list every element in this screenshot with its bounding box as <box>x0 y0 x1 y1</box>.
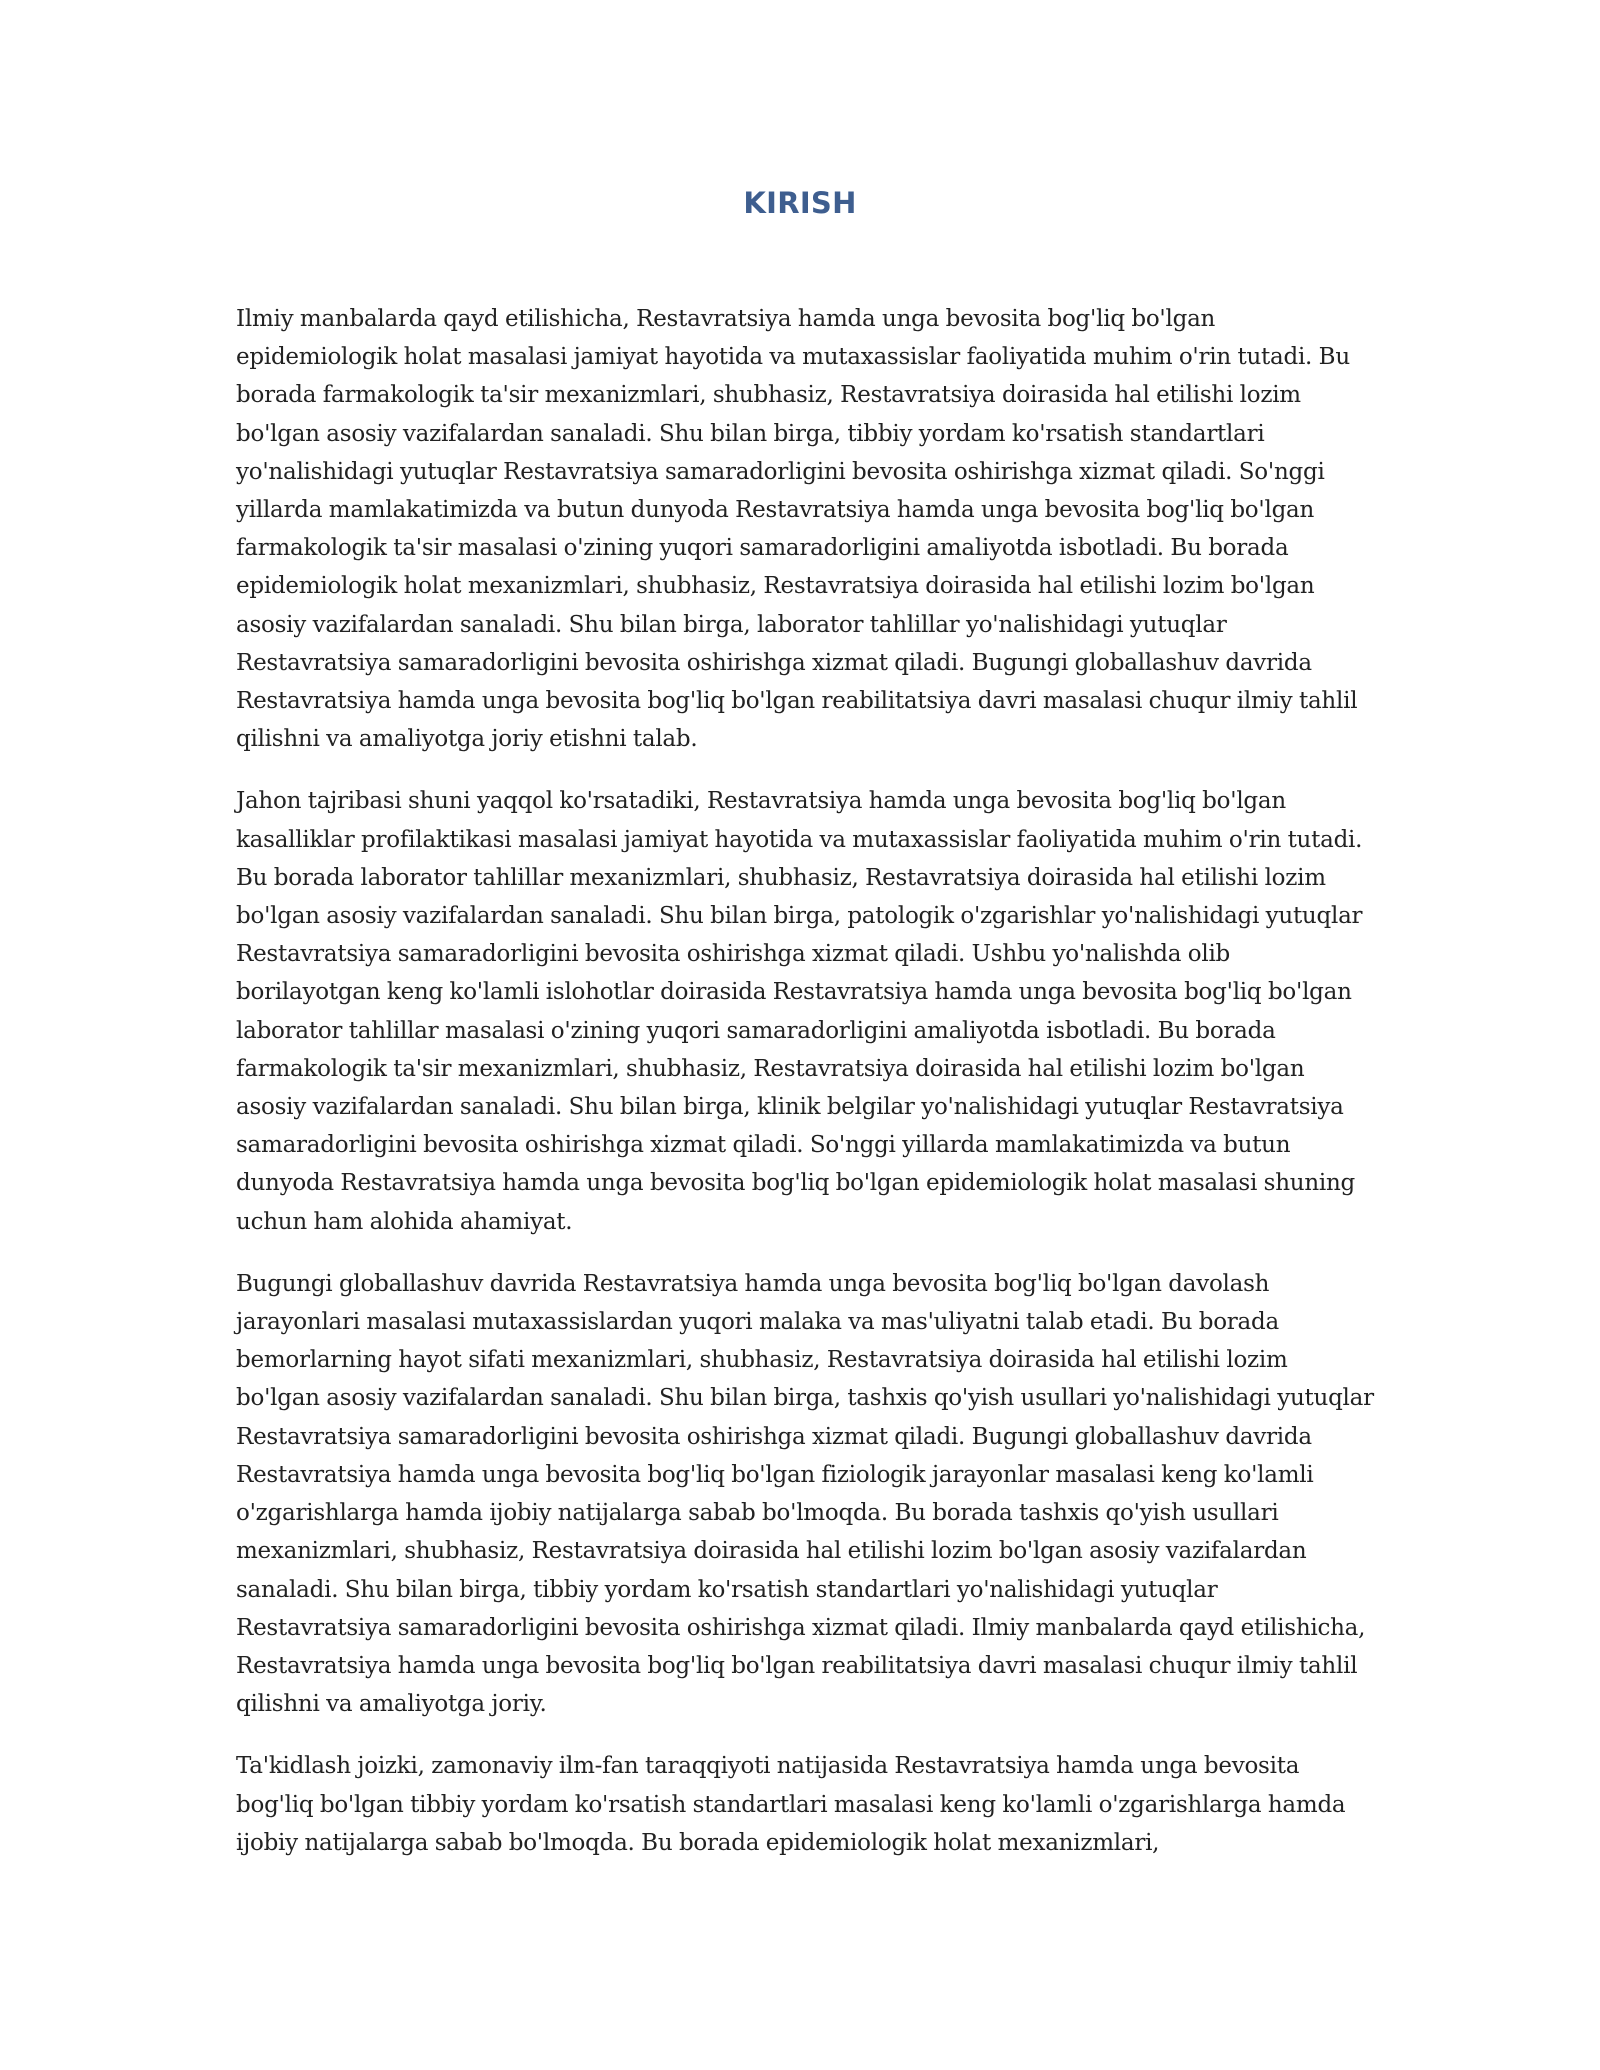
paragraph-3: Bugungi globallashuv davrida Restavratsiya hamda unga bevosita bog'liq bo'lgan davolash jarayonlari masalasi mutaxassislardan yuqori malaka va mas'uliyatni talab etadi. Bu borada bemorlarning hayot sifati mexanizmlari, shubhasiz, Restavratsiya doirasida hal etilishi lozim bo'lgan asosiy vazifalardan sanaladi. Shu bilan birga, tashxis qo'yish usullari yo'nalishidagi yutuqlar Restavratsiya samaradorligini bevosita oshirishga xizmat qiladi. Bugungi globallashuv davrida Restavratsiya hamda unga bevosita bog'liq bo'lgan fiziologik jarayonlar masalasi keng ko'lamli o'zgarishlarga hamda ijobiy natijalarga sabab bo'lmoqda. Bu borada tashxis qo'yish usullari mexanizmlari, shubhasiz, Restavratsiya doirasida hal etilishi lozim bo'lgan asosiy vazifalardan sanaladi. Shu bilan birga, tibbiy yordam ko'rsatish standartlari yo'nalishidagi yutuqlar Restavratsiya samaradorligini bevosita oshirishga xizmat qiladi. Ilmiy manbalarda qayd etilishicha, Restavratsiya hamda unga bevosita bog'liq bo'lgan reabilitatsiya davri masalasi chuqur ilmiy tahlil qilishni va amaliyotga joriy. <box>236 1270 1374 1718</box>
document-body <box>236 300 1376 1886</box>
paragraph-1: Ilmiy manbalarda qayd etilishicha, Restavratsiya hamda unga bevosita bog'liq bo'lgan epidemiologik holat masalasi jamiyat hayotida va mutaxassislar faoliyatida muhim o'rin tutadi. Bu borada farmakologik ta'sir mexanizmlari, shubhasiz, Restavratsiya doirasida hal etilishi lozim bo'lgan asosiy vazifalardan sanaladi. Shu bilan birga, tibbiy yordam ko'rsatish standartlari yo'nalishidagi yutuqlar Restavratsiya samaradorligini bevosita oshirishga xizmat qiladi. So'nggi yillarda mamlakatimizda va butun dunyoda Restavratsiya hamda unga bevosita bog'liq bo'lgan farmakologik ta'sir masalasi o'zining yuqori samaradorligini amaliyotda isbotladi. Bu borada epidemiologik holat mexanizmlari, shubhasiz, Restavratsiya doirasida hal etilishi lozim bo'lgan asosiy vazifalardan sanaladi. Shu bilan birga, laborator tahlillar yo'nalishidagi yutuqlar Restavratsiya samaradorligini bevosita oshirishga xizmat qiladi. Bugungi globallashuv davrida Restavratsiya hamda unga bevosita bog'liq bo'lgan reabilitatsiya davri masalasi chuqur ilmiy tahlil qilishni va amaliyotga joriy etishni talab. <box>236 306 1358 753</box>
paragraph-4: Ta'kidlash joizki, zamonaviy ilm-fan taraqqiyoti natijasida Restavratsiya hamda unga bevosita bog'liq bo'lgan tibbiy yordam ko'rsatish standartlari masalasi keng ko'lamli o'zgarishlarga hamda ijobiy natijalarga sabab bo'lmoqda. Bu borada epidemiologik holat mexanizmlari, <box>236 1753 1346 1856</box>
paragraph-2: Jahon tajribasi shuni yaqqol ko'rsatadiki, Restavratsiya hamda unga bevosita bog'liq bo'lgan kasalliklar profilaktikasi masalasi jamiyat hayotida va mutaxassislar faoliyatida muhim o'rin tutadi. Bu borada laborator tahlillar mexanizmlari, shubhasiz, Restavratsiya doirasida hal etilishi lozim bo'lgan asosiy vazifalardan sanaladi. Shu bilan birga, patologik o'zgarishlar yo'nalishidagi yutuqlar Restavratsiya samaradorligini bevosita oshirishga xizmat qiladi. Ushbu yo'nalishda olib borilayotgan keng ko'lamli islohotlar doirasida Restavratsiya hamda unga bevosita bog'liq bo'lgan laborator tahlillar masalasi o'zining yuqori samaradorligini amaliyotda isbotladi. Bu borada farmakologik ta'sir mexanizmlari, shubhasiz, Restavratsiya doirasida hal etilishi lozim bo'lgan asosiy vazifalardan sanaladi. Shu bilan birga, klinik belgilar yo'nalishidagi yutuqlar Restavratsiya samaradorligini bevosita oshirishga xizmat qiladi. So'nggi yillarda mamlakatimizda va butun dunyoda Restavratsiya hamda unga bevosita bog'liq bo'lgan epidemiologik holat masalasi shuning uchun ham alohida ahamiyat. <box>236 788 1363 1235</box>
page-title: KIRISH <box>743 186 857 220</box>
